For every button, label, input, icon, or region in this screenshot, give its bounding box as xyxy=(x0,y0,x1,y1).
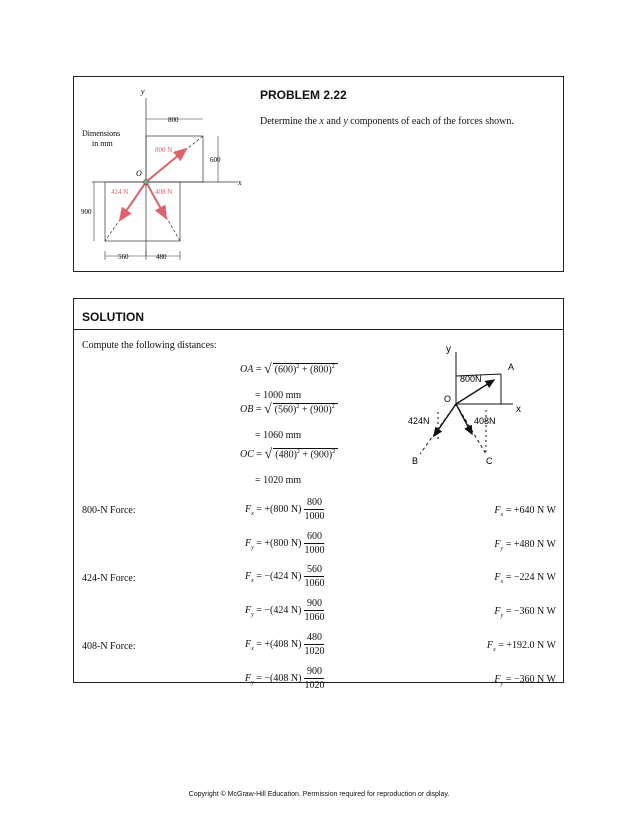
sketch-b: B xyxy=(412,456,419,466)
component-coefficient: = +(800 N) xyxy=(256,537,302,549)
fig-dim-600: 600 xyxy=(210,156,221,164)
sketch-force-424 xyxy=(434,404,456,436)
result-subscript: x xyxy=(500,512,504,518)
problem-figure xyxy=(78,84,253,266)
result-value: = +480 N xyxy=(505,539,545,550)
fig-dim-800: 800 xyxy=(168,116,179,124)
sqrt-body: $(560)^2 + (900)^2$ xyxy=(273,403,338,415)
fig-dims-line1: Dimensions xyxy=(82,129,121,138)
component-symbol: F xyxy=(245,604,252,616)
result-symbol: F xyxy=(494,674,501,685)
component-subscript: y xyxy=(251,611,254,618)
sketch-c: C xyxy=(486,456,493,466)
result-value: = −224 N xyxy=(505,572,545,583)
component-coefficient: = −(424 N) xyxy=(256,570,302,582)
problem-title: PROBLEM 2.22 xyxy=(260,88,347,102)
result-value: = −360 N xyxy=(505,606,545,617)
statement-y: y xyxy=(343,116,348,127)
result-value: = −360 N xyxy=(505,674,545,685)
component-coefficient: = −(424 N) xyxy=(256,604,302,616)
distance-term-a: 600 xyxy=(278,364,294,375)
solution-intro: Compute the following distances: xyxy=(82,340,217,351)
result-symbol: F xyxy=(494,539,501,550)
fraction-denominator: 1000 xyxy=(304,511,325,522)
sketch-f800: 800N xyxy=(460,374,482,384)
fraction-numerator: 560 xyxy=(304,564,324,577)
fraction-numerator: 800 xyxy=(304,497,324,510)
result-end-mark: W xyxy=(546,539,556,550)
component-subscript: x xyxy=(251,645,254,652)
component-equation xyxy=(245,666,324,691)
result-subscript: y xyxy=(500,613,504,619)
component-coefficient: = −(408 N) xyxy=(256,672,302,684)
problem-statement xyxy=(260,116,514,127)
force-label-2: 408-N Force: xyxy=(82,641,136,652)
fig-force-424-label: 424 N xyxy=(111,188,129,196)
sketch-a: A xyxy=(508,362,515,372)
fraction-numerator: 900 xyxy=(304,598,324,611)
result-end-mark: W xyxy=(546,640,556,651)
result-symbol: F xyxy=(494,505,501,516)
sqrt-icon: √ xyxy=(263,402,272,417)
statement-pre: Determine the xyxy=(260,116,320,127)
component-subscript: x xyxy=(251,577,254,584)
component-result xyxy=(494,572,556,585)
component-equation xyxy=(245,564,324,589)
sqrt-icon: √ xyxy=(264,447,273,462)
fraction-denominator: 1060 xyxy=(304,578,325,589)
sketch-f408: 408N xyxy=(474,416,496,426)
result-value: = +192.0 N xyxy=(498,640,545,651)
component-equation xyxy=(245,497,324,522)
fig-dims-line2: in mm xyxy=(92,139,113,148)
component-symbol: F xyxy=(245,672,252,684)
result-symbol: F xyxy=(494,572,501,583)
component-symbol: F xyxy=(245,503,252,515)
component-equation xyxy=(245,531,324,556)
component-coefficient: = +(408 N) xyxy=(256,638,302,650)
component-result xyxy=(494,539,556,552)
fig-force-800-label: 800 N xyxy=(155,146,173,154)
result-end-mark: W xyxy=(546,606,556,617)
distance-term-a: 480 xyxy=(278,449,294,460)
fig-dim-900: 900 xyxy=(81,208,92,216)
component-symbol: F xyxy=(245,537,252,549)
result-symbol: F xyxy=(494,606,501,617)
fig-origin-label: O xyxy=(136,169,142,178)
solution-heading: SOLUTION xyxy=(82,310,144,324)
distance-term-b: 800 xyxy=(313,364,329,375)
fraction-numerator: 900 xyxy=(304,666,324,679)
result-end-mark: W xyxy=(546,674,556,685)
sketch-y: y xyxy=(446,344,451,355)
fig-dim-480: 480 xyxy=(156,253,167,261)
component-result xyxy=(494,674,556,687)
distance-result-oa: = 1000 mm xyxy=(255,390,302,401)
sketch-x: x xyxy=(516,404,521,415)
fraction-denominator: 1020 xyxy=(304,680,325,691)
component-subscript: x xyxy=(251,510,254,517)
solution-sketch xyxy=(398,340,528,470)
footer-copyright: Copyright © McGraw-Hill Education. Permission required for reproduction or display. xyxy=(188,791,450,798)
component-fraction xyxy=(304,632,324,657)
distance-term-b: 900 xyxy=(313,404,329,415)
distance-result-oc: = 1020 mm xyxy=(255,475,302,486)
distance-equation-oc: OC = √ $(480)^2 + (900)^2$ xyxy=(240,447,338,463)
component-fraction xyxy=(304,598,324,623)
fraction-numerator: 480 xyxy=(304,632,324,645)
component-result xyxy=(494,505,556,518)
component-result xyxy=(494,606,556,619)
distance-result-ob: = 1060 mm xyxy=(255,430,302,441)
component-fraction xyxy=(304,497,324,522)
distance-name: OB xyxy=(240,404,254,415)
result-subscript: y xyxy=(500,546,504,552)
fig-axis-y-label: y xyxy=(141,87,145,96)
component-result xyxy=(487,640,556,653)
fig-force-408-label: 408 N xyxy=(155,188,173,196)
fraction-denominator: 1060 xyxy=(304,612,325,623)
distance-term-b: 900 xyxy=(313,449,329,460)
component-subscript: y xyxy=(251,679,254,686)
fig-origin-dot xyxy=(144,180,149,185)
fraction-numerator: 600 xyxy=(304,531,324,544)
result-value: = +640 N xyxy=(505,505,545,516)
force-label-1: 424-N Force: xyxy=(82,573,136,584)
component-coefficient: = +(800 N) xyxy=(256,503,302,515)
fig-axis-x-label: x xyxy=(238,178,242,187)
component-subscript: y xyxy=(251,544,254,551)
component-equation xyxy=(245,632,324,657)
result-subscript: x xyxy=(493,647,496,653)
result-subscript: y xyxy=(500,681,504,687)
distance-equation-oa: OA = √ $(600)^2 + (800)^2$ xyxy=(240,362,338,378)
result-subscript: x xyxy=(500,579,504,585)
result-symbol: F xyxy=(486,640,494,651)
solution-heading-rule xyxy=(73,329,564,330)
sqrt-body: $(480)^2 + (900)^2$ xyxy=(273,448,338,460)
sqrt-icon: √ xyxy=(263,362,272,377)
statement-mid: and xyxy=(323,116,344,127)
component-symbol: F xyxy=(245,570,252,582)
component-equation xyxy=(245,598,324,623)
sketch-force-408 xyxy=(456,404,472,434)
sqrt-body: $(600)^2 + (800)^2$ xyxy=(273,363,338,375)
force-label-0: 800-N Force: xyxy=(82,505,136,516)
fraction-denominator: 1020 xyxy=(304,646,325,657)
sketch-f424: 424N xyxy=(408,416,430,426)
distance-equation-ob: OB = √ $(560)^2 + (900)^2$ xyxy=(240,402,338,418)
sketch-o: O xyxy=(444,394,452,404)
statement-x: x xyxy=(319,116,324,127)
component-symbol: F xyxy=(245,638,252,650)
distance-name: OC xyxy=(240,449,254,460)
component-fraction xyxy=(304,666,324,691)
fraction-denominator: 1000 xyxy=(304,545,325,556)
component-fraction xyxy=(304,564,324,589)
statement-post: components of each of the forces shown. xyxy=(347,116,514,127)
component-fraction xyxy=(304,531,324,556)
result-end-mark: W xyxy=(546,572,556,583)
distance-term-a: 560 xyxy=(278,404,294,415)
distance-name: OA xyxy=(240,364,254,375)
fig-dim-560: 560 xyxy=(118,253,129,261)
result-end-mark: W xyxy=(546,505,556,516)
